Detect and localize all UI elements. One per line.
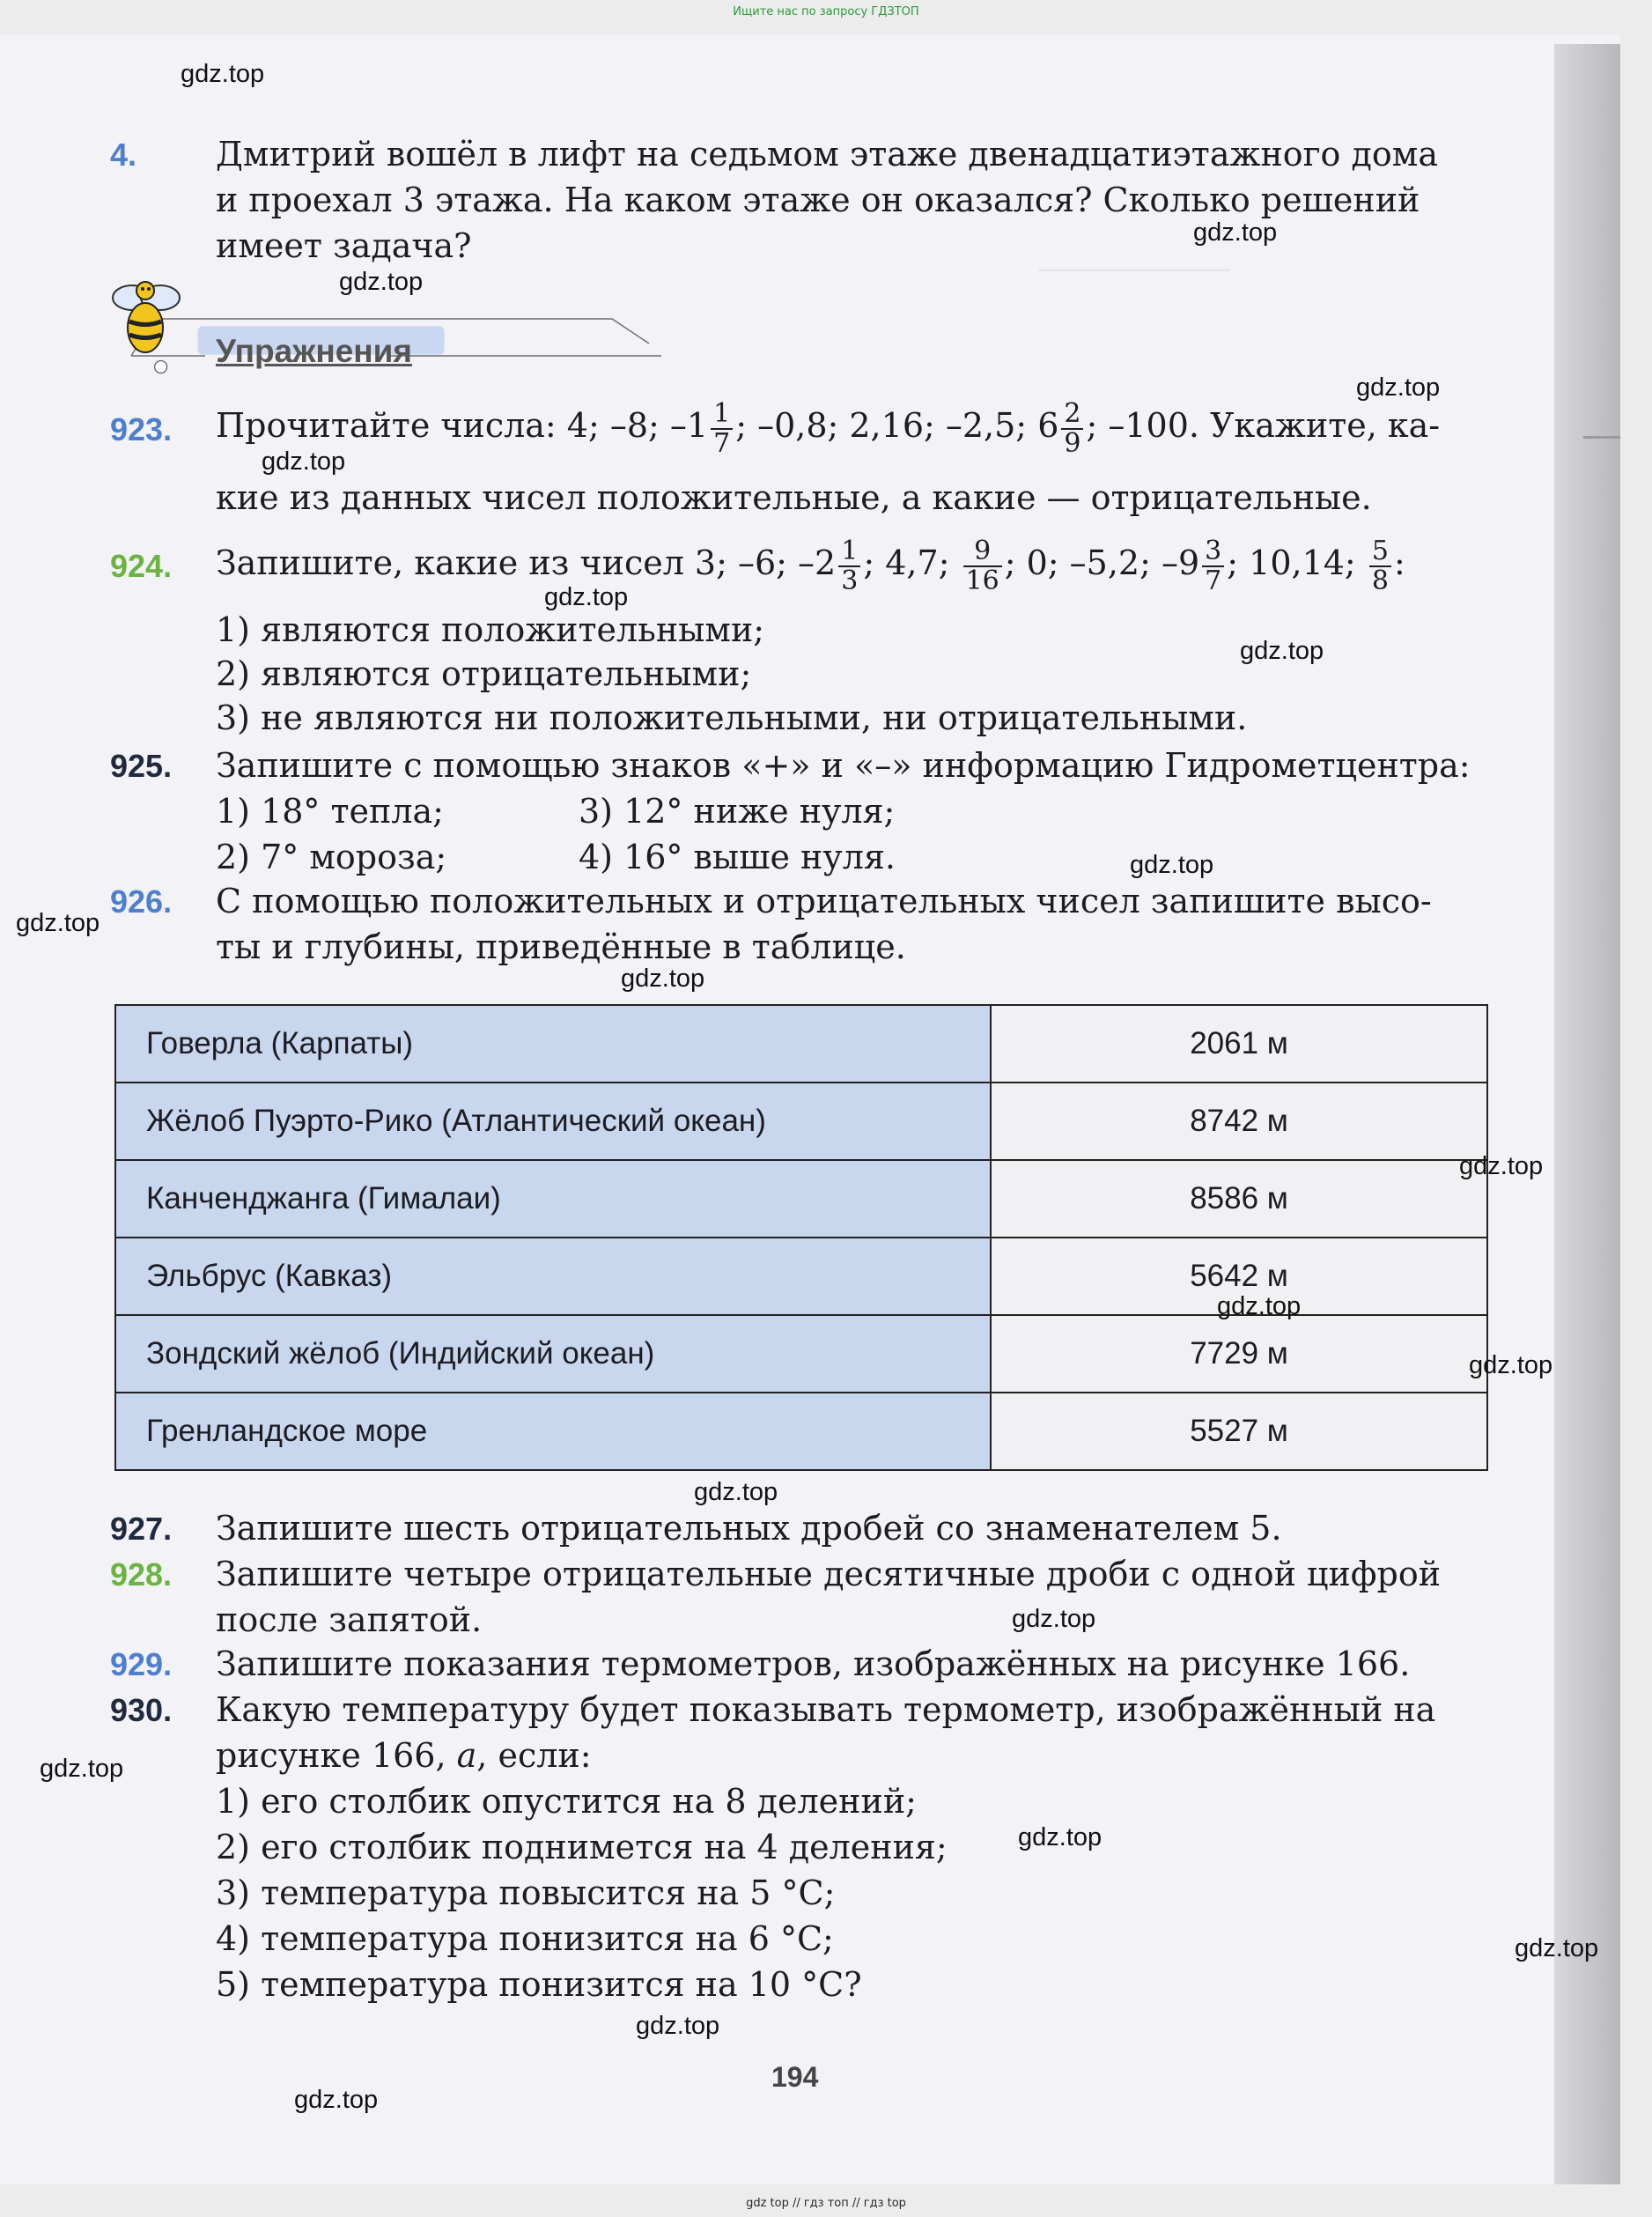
page-edge (1554, 44, 1620, 2184)
table-cell-name: Зондский жёлоб (Индийский океан) (115, 1315, 991, 1393)
bleed-through-text: ──────────── (1039, 255, 1230, 286)
watermark: gdz.top (1469, 1351, 1553, 1379)
table-row (115, 1005, 1487, 1083)
exercise-number: 925. (110, 748, 173, 784)
table-cell-name: Эльбрус (Кавказ) (115, 1238, 991, 1315)
task4-line-2: и проехал 3 этажа. На каком этаже он оказался? Сколько решений (216, 181, 1420, 219)
ex925-item-4: 4) 16° выше нуля. (579, 838, 896, 876)
table-cell-name: Говерла (Карпаты) (115, 1005, 991, 1083)
ex930-item-3: 3) температура повысится на 5 °C; (216, 1873, 836, 1912)
task4-line-1: Дмитрий вошёл в лифт на седьмом этаже двенадцатиэтажного дома (216, 135, 1439, 174)
watermark: gdz.top (262, 447, 346, 476)
fraction: $\frac{1}{7}$ (711, 400, 733, 457)
ex925-item-2: 2) 7° мороза; (216, 838, 447, 876)
watermark: gdz.top (294, 2086, 379, 2114)
page-mark (1583, 436, 1620, 439)
exercise-number: 930. (110, 1692, 173, 1728)
ex925-text: Запишите с помощью знаков «+» и «–» информацию Гидрометцентра: (216, 746, 1471, 785)
table-cell-value: 5642 м (991, 1238, 1487, 1315)
table-row (115, 1315, 1487, 1393)
fraction: $\frac{3}{7}$ (1202, 537, 1224, 595)
fraction: $\frac{5}{8}$ (1369, 537, 1391, 595)
ex925-item-3: 3) 12° ниже нуля; (579, 792, 896, 831)
section-title: Упражнения (216, 333, 412, 369)
table-cell-value: 7729 м (991, 1315, 1487, 1393)
ex924-item-1: 1) являются положительными; (216, 610, 765, 649)
table-row (115, 1083, 1487, 1160)
fraction: $\frac{2}{9}$ (1061, 400, 1083, 457)
watermark: gdz.top (636, 2012, 720, 2040)
ex930-item-4: 4) температура понизится на 6 °C; (216, 1919, 834, 1958)
exercise-number: 927. (110, 1511, 173, 1547)
ex924-item-2: 2) являются отрицательными; (216, 654, 752, 693)
ex924-line-1: Запишите, какие из чисел 3; –6; –2 $\frac{1}{3}$ ; 4,7; $\frac{9}{16}$ ; 0; –5,2; –9 $\frac{3}{7}$ ; 10,14; $\frac{5}{8}$ : (216, 536, 1405, 596)
ex929-text: Запишите показания термометров, изображённых на рисунке 166. (216, 1644, 1411, 1683)
ex930-line-1: Какую температуру будет показывать термометр, изображённый на (216, 1690, 1436, 1729)
watermark: gdz.top (1515, 1934, 1599, 1962)
table-row (115, 1393, 1487, 1470)
fraction: $\frac{9}{16}$ (963, 537, 1002, 595)
watermark: gdz.top (16, 909, 100, 937)
ex925-item-1: 1) 18° тепла; (216, 792, 444, 831)
exercise-number: 923. (110, 411, 173, 447)
watermark: gdz.top (694, 1478, 778, 1506)
watermark: gdz.top (544, 583, 629, 611)
table-row (115, 1160, 1487, 1238)
watermark: gdz.top (1356, 373, 1441, 402)
bee-icon (106, 273, 185, 361)
task4-line-3: имеет задача? (216, 226, 472, 265)
ex926-line-1: С помощью положительных и отрицательных чисел запишите высо- (216, 882, 1432, 920)
watermark: gdz.top (1217, 1292, 1302, 1320)
page-number: 194 (771, 2061, 819, 2093)
exercise-number: 924. (110, 548, 173, 584)
table-cell-value: 8742 м (991, 1083, 1487, 1160)
watermark: gdz.top (40, 1755, 124, 1783)
heights-table (114, 1004, 1488, 1471)
ex930-item-5: 5) температура понизится на 10 °C? (216, 1965, 862, 2004)
ex926-line-2: ты и глубины, приведённые в таблице. (216, 927, 906, 966)
watermark: gdz.top (621, 964, 705, 993)
table-cell-name: Канченджанга (Гималаи) (115, 1160, 991, 1238)
watermark: gdz.top (1018, 1823, 1103, 1851)
ex927-text: Запишите шесть отрицательных дробей со знаменателем 5. (216, 1509, 1282, 1548)
ex923-line-2: кие из данных чисел положительные, а какие — отрицательные. (216, 478, 1372, 517)
watermark: gdz.top (1130, 851, 1214, 879)
watermark: gdz.top (1240, 637, 1324, 665)
ex930-line-2: рисунке 166, а, если: (216, 1736, 592, 1775)
exercise-number: 928. (110, 1556, 173, 1593)
watermark: gdz.top (339, 268, 424, 296)
watermark: gdz.top (1193, 218, 1278, 247)
watermark: gdz.top (1012, 1605, 1096, 1633)
table-cell-value: 8586 м (991, 1160, 1487, 1238)
ex928-line-2: после запятой. (216, 1600, 483, 1639)
task-number: 4. (110, 137, 137, 173)
table-cell-value: 2061 м (991, 1005, 1487, 1083)
watermark: gdz.top (1459, 1152, 1544, 1180)
ex928-line-1: Запишите четыре отрицательные десятичные дроби с одной цифрой (216, 1555, 1442, 1593)
ex923-line-1: Прочитайте числа: 4; –8; –1 $\frac{1}{7}$ ; –0,8; 2,16; –2,5; 6 $\frac{2}{9}$ ; –100. Укажите, ка- (216, 398, 1441, 459)
fraction: $\frac{1}{3}$ (838, 537, 860, 595)
table-cell-value: 5527 м (991, 1393, 1487, 1470)
top-banner: Ищите нас по запросу ГДЗТОП (733, 5, 919, 18)
ex924-item-3: 3) не являются ни положительными, ни отрицательными. (216, 698, 1248, 737)
ex930-item-2: 2) его столбик поднимется на 4 деления; (216, 1828, 948, 1866)
table-cell-name: Гренландское море (115, 1393, 991, 1470)
exercise-number: 929. (110, 1646, 173, 1682)
ex930-item-1: 1) его столбик опустится на 8 делений; (216, 1782, 917, 1821)
bottom-banner: gdz top // гдз топ // гдз top (746, 2197, 906, 2210)
exercise-number: 926. (110, 883, 173, 920)
table-cell-name: Жёлоб Пуэрто-Рико (Атлантический океан) (115, 1083, 991, 1160)
watermark: gdz.top (181, 60, 265, 88)
